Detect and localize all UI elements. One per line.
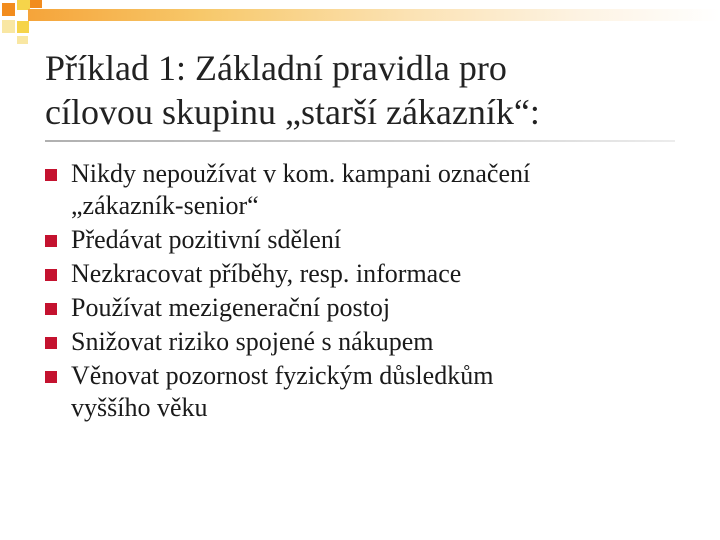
- list-item-text: Používat mezigenerační postoj: [71, 293, 391, 322]
- square-bullet-icon: [45, 303, 57, 315]
- bullet-list: [45, 158, 695, 426]
- list-item-text-continued: „zákazník-senior“: [71, 191, 259, 220]
- square-bullet-icon: [45, 269, 57, 281]
- list-item-text-continued: vyššího věku: [71, 393, 208, 422]
- square-bullet-icon: [45, 371, 57, 383]
- decor-square-orange-2: [30, 0, 42, 8]
- list-item-text: Snižovat riziko spojené s nákupem: [71, 327, 434, 356]
- square-bullet-icon: [45, 337, 57, 349]
- slide-title: [45, 46, 685, 134]
- list-item-text: Věnovat pozornost fyzickým důsledkům: [71, 361, 494, 390]
- decor-square-yellow-2: [17, 21, 29, 33]
- list-item-text: Nezkracovat příběhy, resp. informace: [71, 259, 462, 288]
- list-item: [45, 258, 695, 290]
- list-item: [45, 360, 695, 424]
- top-decorative-bar: [28, 9, 720, 21]
- decor-square-orange: [2, 3, 15, 16]
- list-item: [45, 292, 695, 324]
- decor-square-cream: [2, 20, 15, 33]
- slide-title-line-1: Příklad 1: Základní pravidla pro: [45, 48, 507, 88]
- list-item-text: Nikdy nepoužívat v kom. kampani označení: [71, 159, 531, 188]
- title-divider: [45, 140, 675, 142]
- list-item: [45, 224, 695, 256]
- list-item-text: Předávat pozitivní sdělení: [71, 225, 342, 254]
- decor-square-cream-2: [17, 36, 28, 44]
- slide-title-line-2: cílovou skupinu „starší zákazník“:: [45, 92, 540, 132]
- list-item: [45, 326, 695, 358]
- square-bullet-icon: [45, 169, 57, 181]
- square-bullet-icon: [45, 235, 57, 247]
- list-item: [45, 158, 695, 222]
